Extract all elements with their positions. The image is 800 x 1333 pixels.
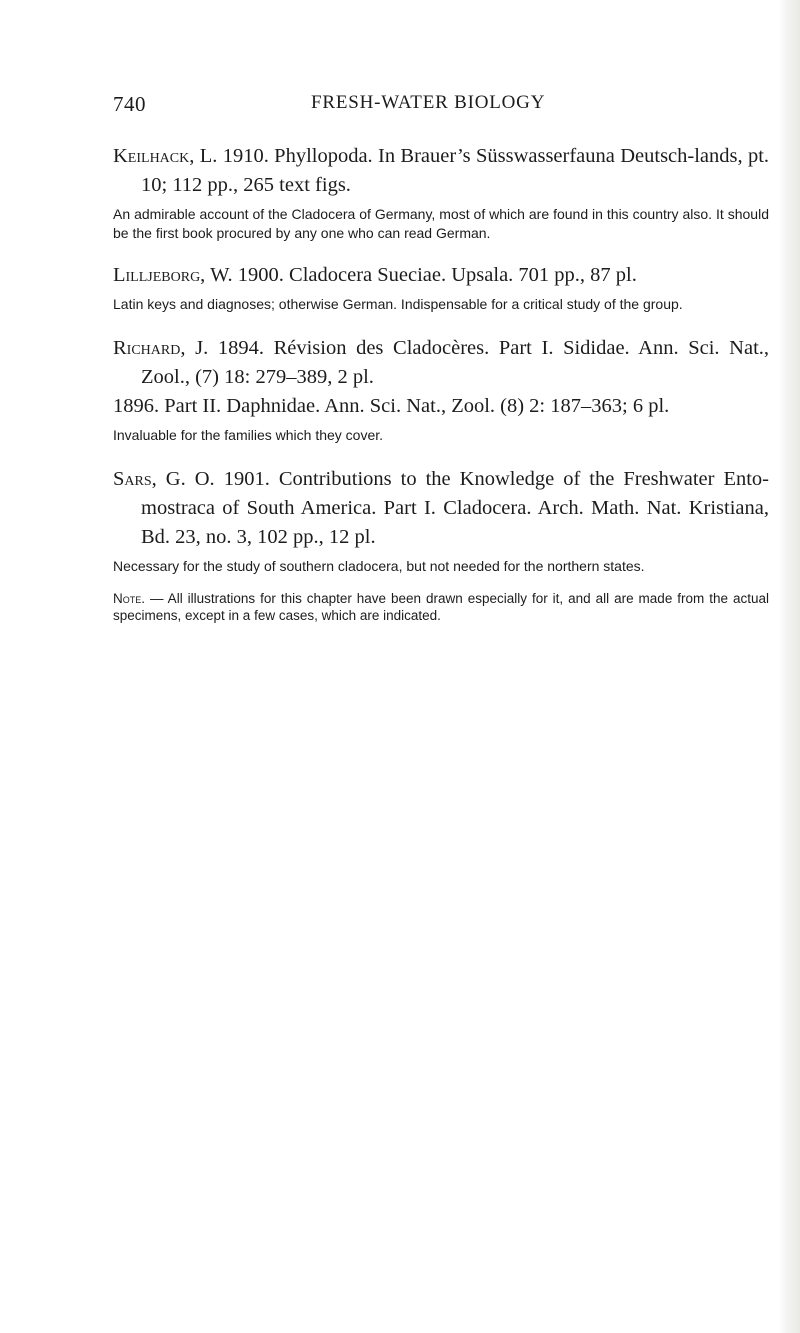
citation bbox=[113, 465, 769, 552]
citation-text: 1900. Cladocera Sueciae. Upsala. 701 pp., 87 pl. bbox=[237, 264, 637, 286]
annotation: Necessary for the study of southern cladocera, but not needed for the northern states. bbox=[113, 558, 645, 574]
footnote-label: Note. bbox=[113, 591, 146, 606]
bibliography-entry-lilljeborg bbox=[113, 261, 769, 314]
chapter-footnote bbox=[113, 590, 769, 624]
author-name: Lilljeborg, W. bbox=[113, 264, 233, 286]
citation bbox=[113, 142, 769, 200]
citation-continuation: 1896. Part II. Daphnidae. Ann. Sci. Nat., Zool. (8) 2: 187–363; 6 pl. bbox=[113, 395, 670, 417]
bibliography bbox=[113, 142, 769, 624]
bibliography-entry-keilhack bbox=[113, 142, 769, 243]
author-name: Keilhack, L. bbox=[113, 145, 218, 167]
page-number: 740 bbox=[113, 92, 146, 116]
bibliography-entry-richard bbox=[113, 334, 769, 445]
page-header bbox=[113, 92, 753, 122]
bibliography-entry-sars bbox=[113, 465, 769, 576]
annotation: Latin keys and diagnoses; otherwise German. Indispensable for a critical study of the group. bbox=[113, 296, 683, 312]
annotation: An admirable account of the Cladocera of Germany, most of which are found in this country also. It should be the first book procured by any one who can read German. bbox=[113, 206, 769, 241]
citation-text: 1894. Révision des Cladocères. Part I. Sididae. Ann. Sci. Nat., Zool., (7) 18: 279–389, 2 pl. bbox=[141, 337, 770, 388]
citation bbox=[113, 261, 769, 290]
running-title: FRESH-WATER BIOLOGY bbox=[311, 92, 546, 113]
author-name: Richard, J. bbox=[113, 337, 209, 359]
citation-text: 1901. Contributions to the Knowledge of the Freshwater Ento-mostraca of South America. Part I. Cladocera. Arch. Math. Nat. Kristiana, Bd. 23, no. 3, 102 pp., 12 pl. bbox=[141, 468, 770, 548]
citation-text: 1910. Phyllopoda. In Brauer’s Süsswasserfauna Deutsch-lands, pt. 10; 112 pp., 265 text figs. bbox=[141, 145, 770, 196]
author-name: Sars, G. O. bbox=[113, 468, 215, 490]
annotation: Invaluable for the families which they cover. bbox=[113, 427, 384, 443]
citation bbox=[113, 334, 769, 392]
page-edge-shadow bbox=[778, 0, 800, 1333]
footnote-text: — All illustrations for this chapter have been drawn especially for it, and all are made from the actual specimens, except in a few cases, which are indicated. bbox=[113, 591, 769, 623]
